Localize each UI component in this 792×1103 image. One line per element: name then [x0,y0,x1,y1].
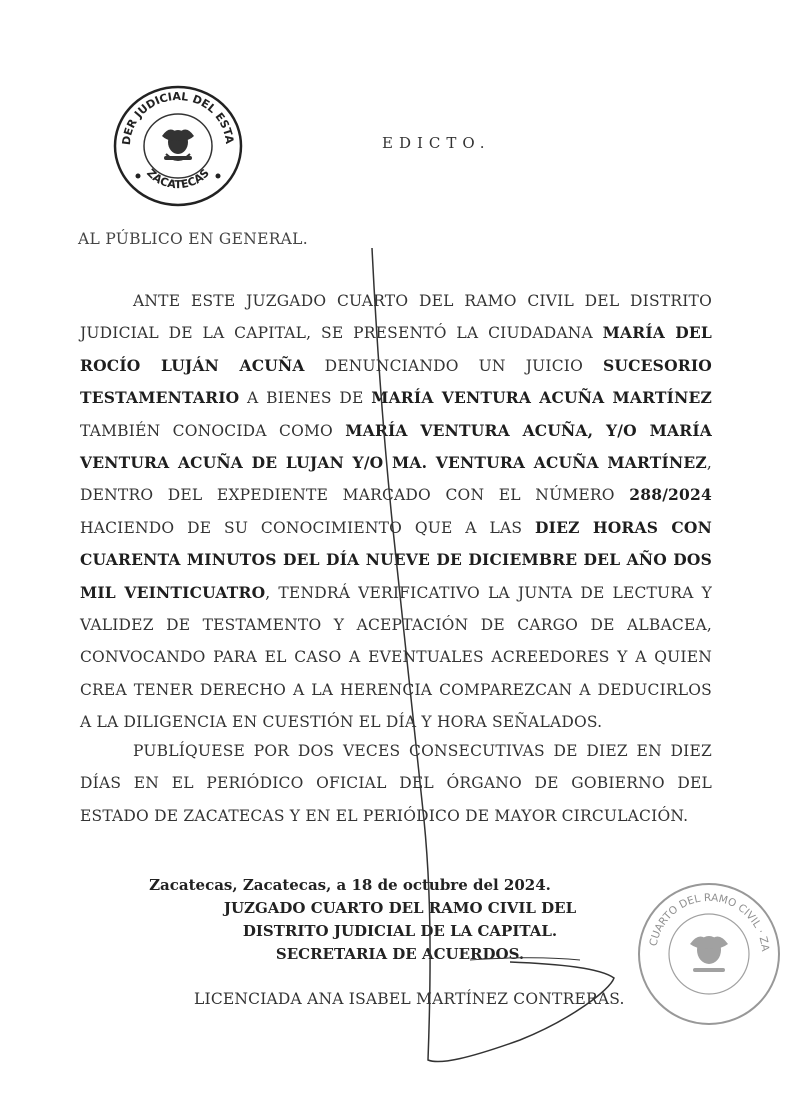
poder-judicial-seal [112,84,244,208]
svg-text:ZACATECAS: ZACATECAS [144,166,212,192]
signatory-name: LICENCIADA ANA ISABEL MARTÍNEZ CONTRERAS. [194,990,625,1008]
svg-text:PODER JUDICIAL DEL ESTADO: DER JUDICIAL DEL ESTA [119,89,237,146]
juzgado-seal [636,880,782,1028]
document-title: EDICTO. [382,134,491,152]
salutation: AL PÚBLICO EN GENERAL. [78,230,308,248]
body-paragraph-2: PUBLÍQUESE POR DOS VECES CONSECUTIVAS DE DIEZ EN DIEZ DÍAS EN EL PERIÓDICO OFICIAL DEL ÓRGANO DE GOBIERNO DEL ESTADO DE ZACATECAS Y EN EL PERIÓDICO DE MAYOR CIRCULACIÓN. [80,742,712,825]
signature-court-line-2: DISTRITO JUDICIAL DE LA CAPITAL. [242,922,558,940]
signature-date: Zacatecas, Zacatecas, a 18 de octubre del 2024. [149,876,551,894]
body-paragraph-1: ANTE ESTE JUZGADO CUARTO DEL RAMO CIVIL DEL DISTRITO JUDICIAL DE LA CAPITAL, SE PRESENTÓ LA CIUDADANA MARÍA DEL ROCÍO LUJÁN ACUÑA DENUNCIANDO UN JUICIO SUCESORIO TESTAMENTARIO A BIENES DE MARÍA VENTURA ACUÑA MARTÍNEZ TAMBIÉN CONOCIDA COMO MARÍA VENTURA ACUÑA, Y/O MARÍA VENTURA ACUÑA DE LUJAN Y/O MA. VENTURA ACUÑA MARTÍNEZ, DENTRO DEL EXPEDIENTE MARCADO CON EL NÚMERO 288/2024 HACIENDO DE SU CONOCIMIENTO QUE A LAS DIEZ HORAS CON CUARENTA MINUTOS DEL DÍA NUEVE DE DICIEMBRE DEL AÑO DOS MIL VEINTICUATRO, TENDRÁ VERIFICATIVO LA JUNTA DE LECTURA Y VALIDEZ DE TESTAMENTO Y ACEPTACIÓN DE CARGO DE ALBACEA, CONVOCANDO PARA EL CASO A EVENTUALES ACREEDORES Y A QUIEN CREA TENER DERECHO A LA HERENCIA COMPAREZCAN A DEDUCIRLOS A LA DILIGENCIA EN CUESTIÓN EL DÍA Y HORA SEÑALADOS. [80,292,713,732]
svg-text:JUZGADO CUARTO DEL RAMO CIVIL: CUARTO DEL RAMO CIVIL · ZA [647,891,772,952]
signature-court-line-1: JUZGADO CUARTO DEL RAMO CIVIL DEL [223,899,577,917]
signature-secretary: SECRETARIA DE ACUERDOS. [275,945,525,963]
